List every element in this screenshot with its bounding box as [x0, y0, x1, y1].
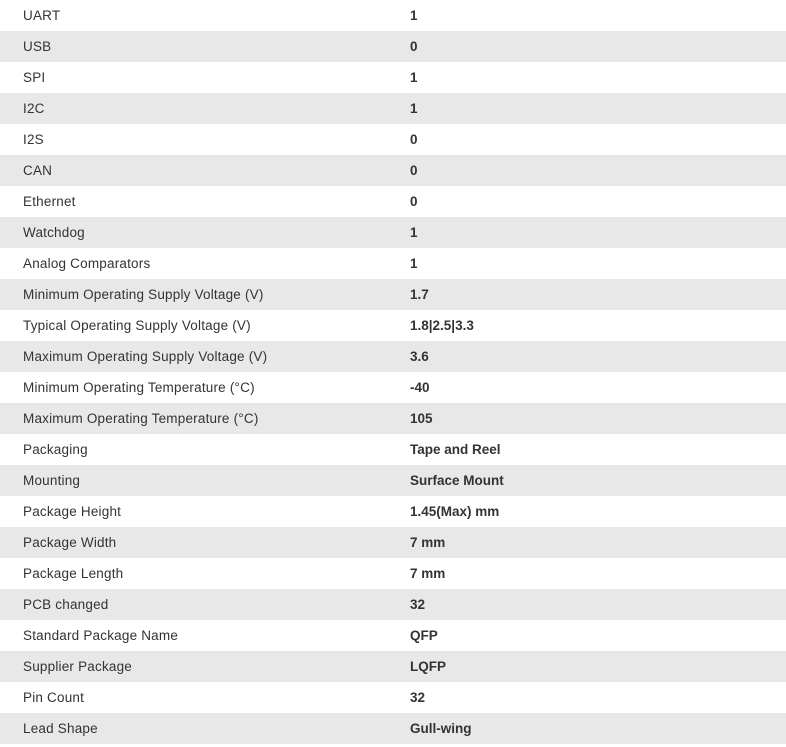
spec-value: LQFP	[410, 659, 446, 674]
spec-value: Gull-wing	[410, 721, 472, 736]
spec-value: 1	[410, 8, 418, 23]
spec-value: Surface Mount	[410, 473, 504, 488]
spec-value: 32	[410, 597, 426, 612]
spec-value: -40	[410, 380, 430, 395]
spec-name: PCB changed	[23, 597, 109, 612]
spec-value: 7 mm	[410, 535, 446, 550]
spec-value: 0	[410, 132, 418, 147]
spec-row	[0, 465, 786, 496]
spec-value: 1	[410, 101, 418, 116]
spec-name: Watchdog	[23, 225, 85, 240]
spec-row	[0, 713, 786, 744]
spec-name: Minimum Operating Supply Voltage (V)	[23, 287, 264, 302]
spec-row	[0, 558, 786, 589]
spec-row	[0, 620, 786, 651]
spec-name: UART	[23, 8, 61, 23]
spec-value: 1.8|2.5|3.3	[410, 318, 474, 333]
spec-row	[0, 496, 786, 527]
spec-value: 1	[410, 70, 418, 85]
spec-row	[0, 310, 786, 341]
spec-row	[0, 527, 786, 558]
spec-name: Supplier Package	[23, 659, 133, 674]
spec-row	[0, 589, 786, 620]
spec-value: Tape and Reel	[410, 442, 501, 457]
spec-name: Packaging	[23, 442, 88, 457]
spec-row	[0, 682, 786, 713]
spec-value: 0	[410, 163, 418, 178]
spec-name: SPI	[23, 70, 46, 85]
spec-name: Pin Count	[23, 690, 85, 705]
spec-row	[0, 248, 786, 279]
spec-name: Typical Operating Supply Voltage (V)	[23, 318, 251, 333]
spec-row	[0, 31, 786, 62]
spec-value: 3.6	[410, 349, 429, 364]
spec-row	[0, 0, 786, 31]
spec-row	[0, 434, 786, 465]
spec-row	[0, 186, 786, 217]
spec-value: 105	[410, 411, 433, 426]
spec-name: I2C	[23, 101, 45, 116]
spec-row	[0, 372, 786, 403]
spec-name: USB	[23, 39, 52, 54]
spec-name: Mounting	[23, 473, 81, 488]
spec-row	[0, 155, 786, 186]
spec-value: 7 mm	[410, 566, 446, 581]
spec-name: Standard Package Name	[23, 628, 179, 643]
spec-row	[0, 217, 786, 248]
spec-name: Minimum Operating Temperature (°C)	[23, 380, 255, 395]
spec-name: Package Height	[23, 504, 122, 519]
spec-value: 0	[410, 39, 418, 54]
spec-name: Analog Comparators	[23, 256, 151, 271]
spec-value: QFP	[410, 628, 438, 643]
spec-row	[0, 124, 786, 155]
spec-name: Package Width	[23, 535, 117, 550]
spec-name: I2S	[23, 132, 44, 147]
spec-name: Maximum Operating Supply Voltage (V)	[23, 349, 268, 364]
spec-value: 1	[410, 225, 418, 240]
spec-name: Ethernet	[23, 194, 76, 209]
spec-value: 1.45(Max) mm	[410, 504, 500, 519]
spec-name: Package Length	[23, 566, 124, 581]
spec-name: CAN	[23, 163, 53, 178]
spec-value: 0	[410, 194, 418, 209]
spec-value: 1.7	[410, 287, 429, 302]
spec-value: 1	[410, 256, 418, 271]
spec-row	[0, 403, 786, 434]
spec-row	[0, 62, 786, 93]
spec-value: 32	[410, 690, 426, 705]
spec-row	[0, 651, 786, 682]
spec-row	[0, 279, 786, 310]
spec-name: Maximum Operating Temperature (°C)	[23, 411, 259, 426]
spec-row	[0, 341, 786, 372]
spec-row	[0, 93, 786, 124]
spec-name: Lead Shape	[23, 721, 98, 736]
